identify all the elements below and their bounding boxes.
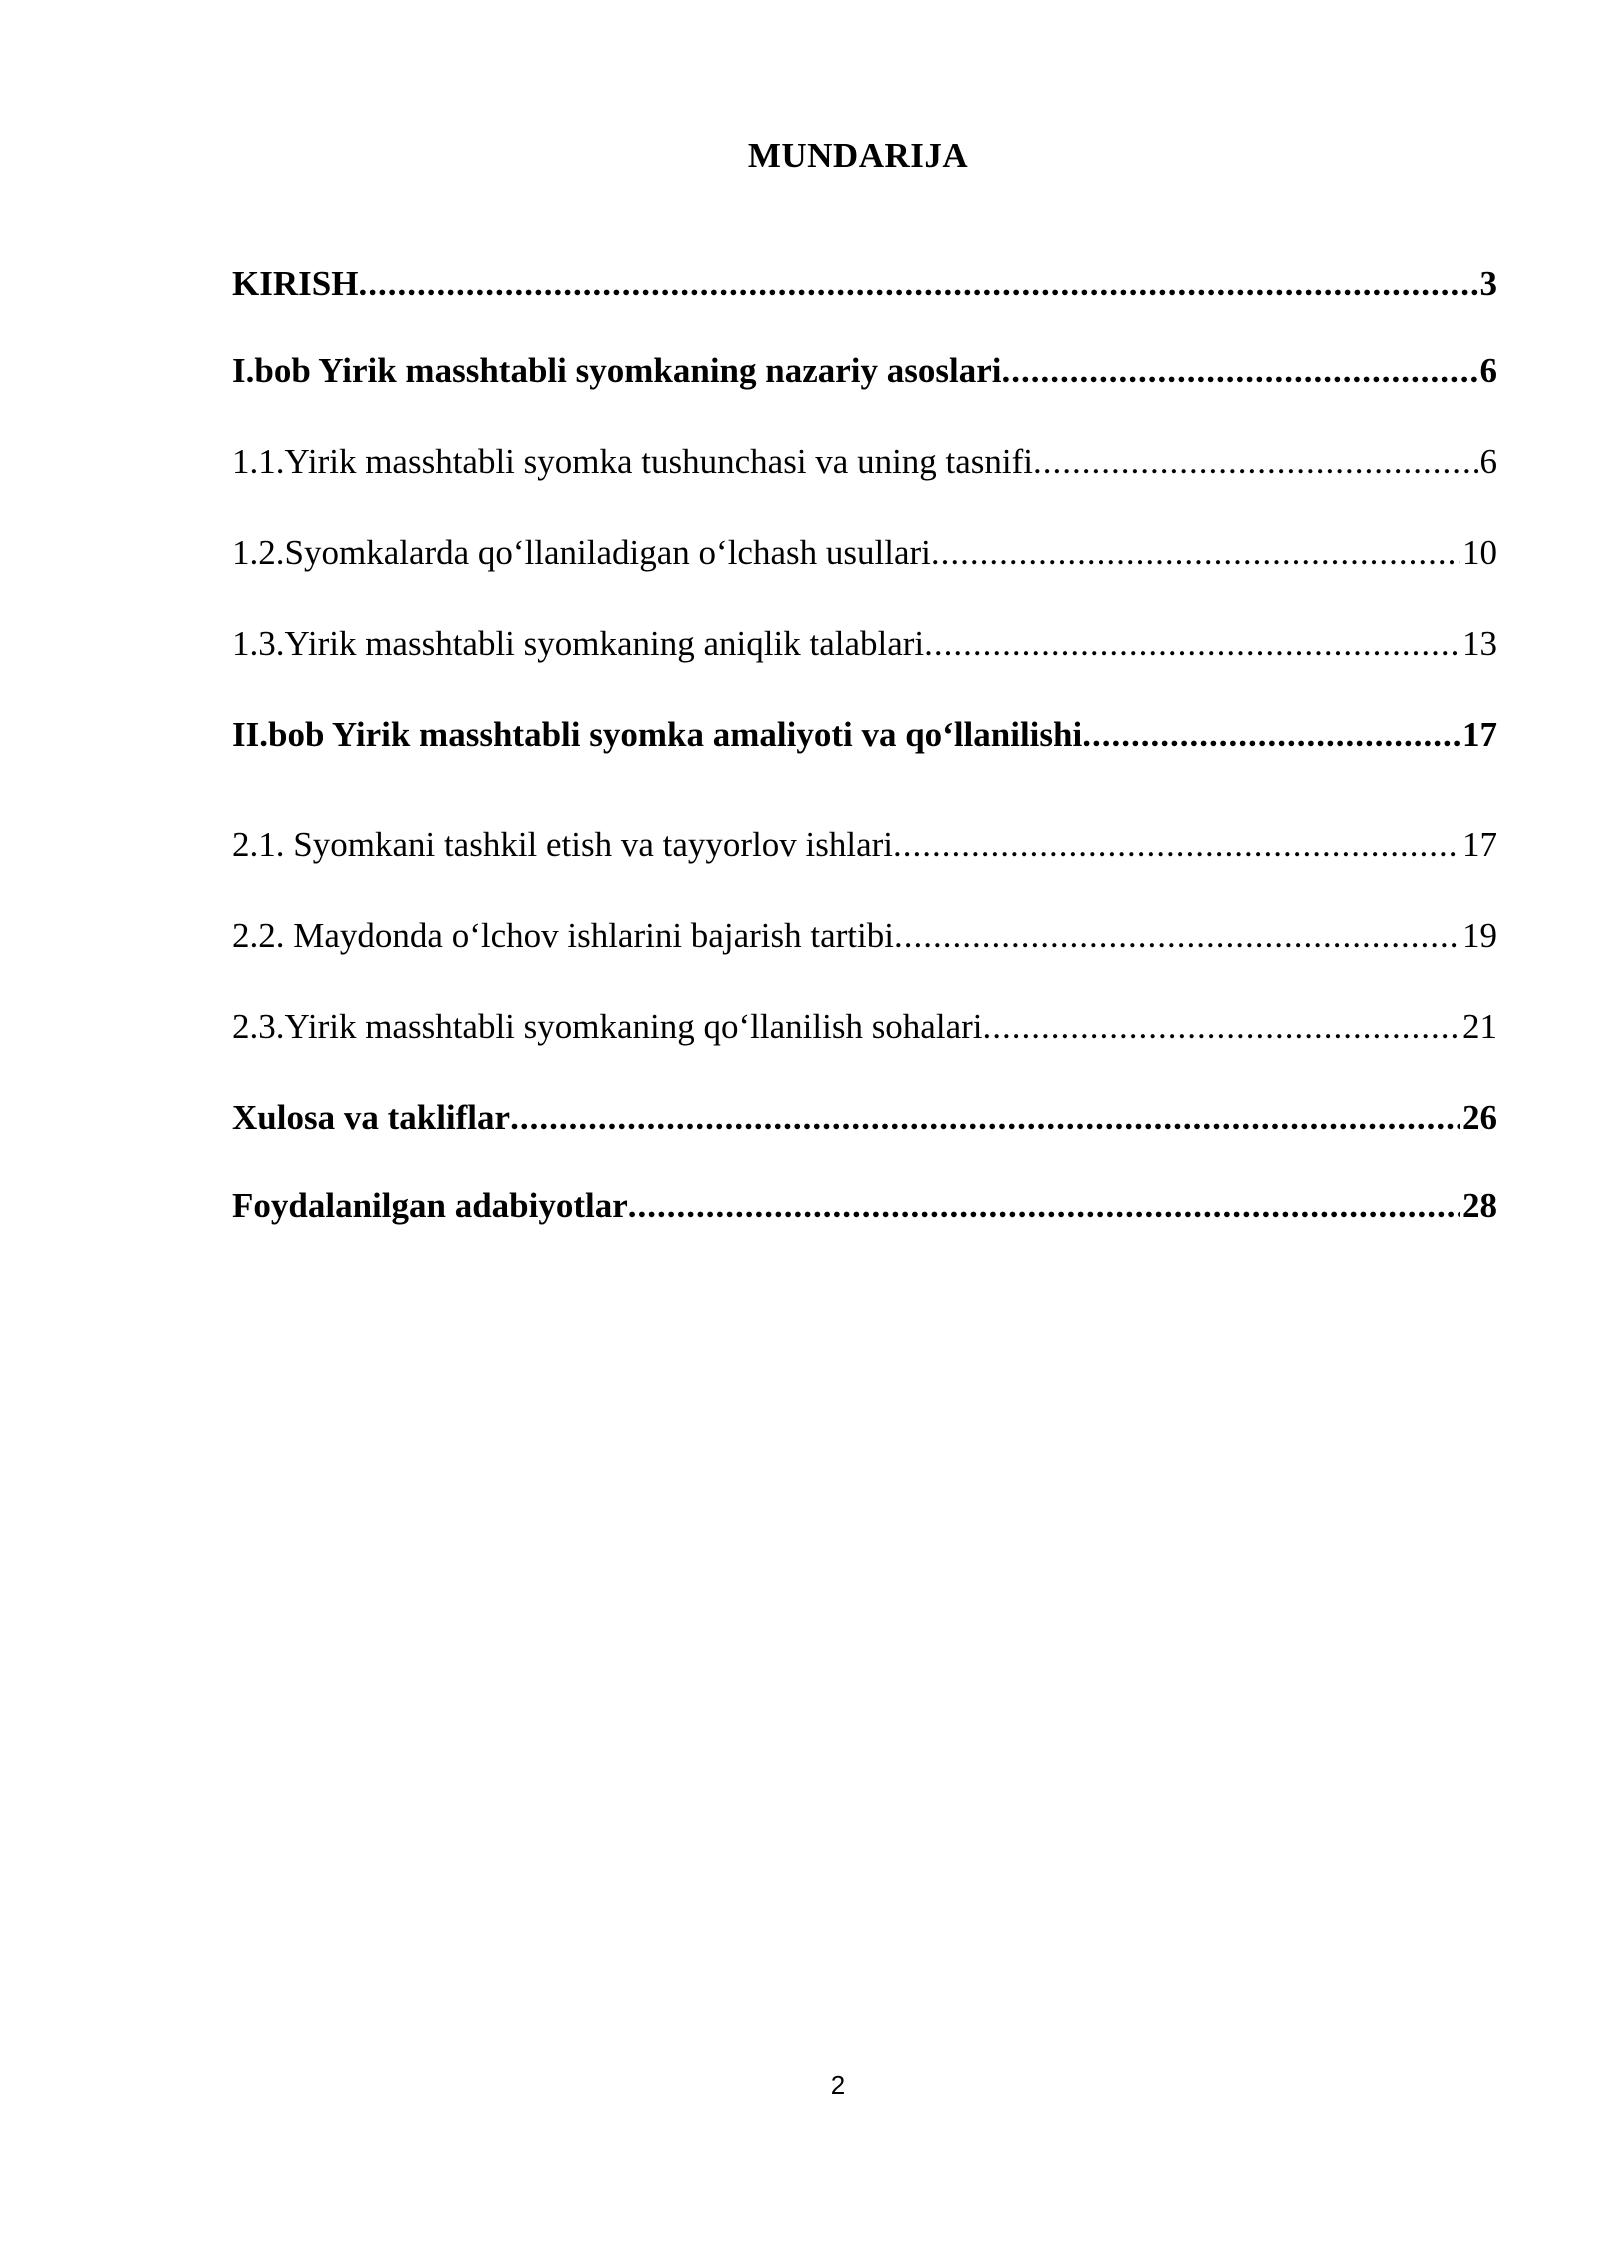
toc-entry-page: 10 [1462,533,1497,572]
toc-entry-page: 6 [1479,351,1497,390]
toc-entry-label: II.bob Yirik masshtabli syomka amaliyoti va qo‘llanilishi [232,715,1083,754]
toc-entry-label: 2.1. Syomkani tashkil etish va tayyorlov ishlari [232,825,894,864]
toc-entry-label: Foydalanilgan adabiyotlar [232,1186,628,1225]
page-number: 2 [830,2070,846,2100]
toc-entry-label: 1.2.Syomkalarda qo‘llaniladigan o‘lchash usullari [232,533,931,572]
dot-leader [510,1096,1460,1140]
toc-entry-label: KIRISH [232,264,359,303]
dot-leader [893,823,1460,867]
toc-entry-section-1-3[interactable] [232,622,1497,666]
toc-entry-label: 2.2. Maydonda o‘lchov ishlarini bajarish tartibi [232,916,894,955]
dot-leader [628,1184,1460,1228]
toc-entry-section-2-3[interactable] [232,1005,1497,1049]
toc-entry-section-1-1[interactable] [232,440,1497,484]
dot-leader [931,531,1460,575]
toc-entry-conclusion[interactable] [232,1096,1497,1140]
toc-entry-section-2-1[interactable] [232,823,1497,867]
dot-leader [1002,349,1478,393]
toc-entry-section-2-2[interactable] [232,914,1497,958]
toc-entry-page: 19 [1462,916,1497,955]
toc-entry-references[interactable] [232,1184,1497,1228]
toc-entry-page: 3 [1479,264,1497,303]
toc-entry-chapter-2[interactable] [232,713,1497,757]
toc-entry-page: 13 [1462,624,1497,663]
toc-entry-page: 17 [1462,825,1497,864]
toc-entry-kirish[interactable] [232,262,1497,306]
toc-entry-page: 26 [1462,1098,1497,1137]
toc-entry-page: 6 [1479,442,1497,481]
toc-entry-page: 21 [1462,1007,1497,1046]
toc-entry-label: 1.3.Yirik masshtabli syomkaning aniqlik talablari [232,624,925,663]
toc-entry-label: I.bob Yirik masshtabli syomkaning nazariy asoslari [232,351,1002,390]
dot-leader [1082,713,1460,757]
toc-entry-page: 28 [1462,1186,1497,1225]
page-title: MUNDARIJA [747,136,969,175]
dot-leader [358,262,1477,306]
toc-entry-label: 2.3.Yirik masshtabli syomkaning qo‘llanilish sohalari [232,1007,983,1046]
dot-leader [1033,440,1477,484]
toc-entry-section-1-2[interactable] [232,531,1497,575]
toc-entry-label: Xulosa va takliflar [232,1098,511,1137]
toc-entry-page: 17 [1462,715,1497,754]
toc-entry-label: 1.1.Yirik masshtabli syomka tushunchasi va uning tasnifi [232,442,1034,481]
dot-leader [894,914,1460,958]
toc-entry-chapter-1[interactable] [232,349,1497,393]
dot-leader [982,1005,1460,1049]
dot-leader [924,622,1460,666]
